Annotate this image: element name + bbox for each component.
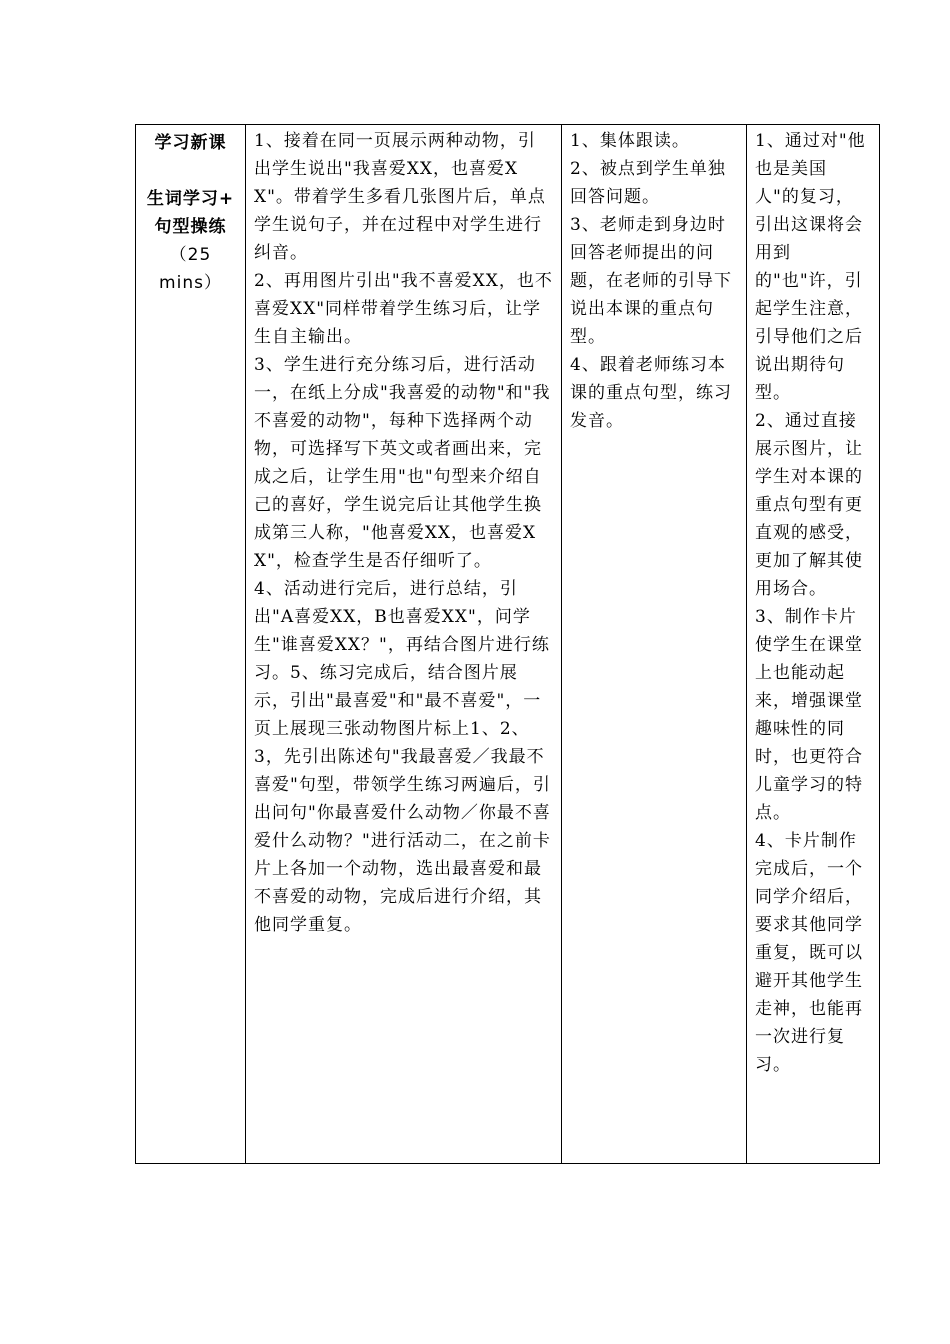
stage-time-line1: （25 xyxy=(169,245,212,265)
teacher-activity-item: 1、接着在同一页展示两种动物，引出学生说出"我喜爱XX，也喜爱XX"。带着学生多看几张图片后，单点学生说句子，并在过程中对学生进行纠音。 xyxy=(254,131,546,263)
design-purpose-item: 2、通过直接展示图片，让学生对本课的重点句型有更直观的感受，更加了解其使用场合。 xyxy=(755,411,863,599)
teacher-activity-cell xyxy=(246,125,562,1164)
lesson-plan-table xyxy=(135,124,880,1164)
student-activity-item: 4、跟着老师练习本课的重点句型，练习发音。 xyxy=(570,355,732,431)
stage-time-line2: mins） xyxy=(159,273,222,293)
stage-title: 学习新课 xyxy=(154,133,227,153)
student-activity-item: 2、被点到学生单独回答问题。 xyxy=(570,159,726,207)
stage-subtitle-line1: 生词学习+ xyxy=(146,189,235,209)
teacher-activity-item: 3、学生进行充分练习后，进行活动一，在纸上分成"我喜爱的动物"和"我不喜爱的动物"，每种下选择两个动物，可选择写下英文或者画出来，完成之后，让学生用"也"句型来介绍自己的喜好，学生说完后让其他学生换成第三人称，"他喜爱XX，也喜爱XX"，检查学生是否仔细听了。 xyxy=(254,355,551,571)
design-purpose-item: 3、制作卡片使学生在课堂上也能动起来，增强课堂趣味性的同时，也更符合儿童学习的特点。 xyxy=(755,607,863,823)
design-purpose-item: 1、通过对"他也是美国人"的复习，引出这课将会用到的"也"许，引起学生注意，引导他们之后说出期待句型。 xyxy=(755,131,866,403)
student-activity-cell xyxy=(562,125,747,1164)
design-purpose-item: 4、卡片制作完成后，一个同学介绍后，要求其他同学重复，既可以避开其他学生走神，也能再一次进行复习。 xyxy=(755,831,863,1075)
design-purpose-cell xyxy=(747,125,880,1164)
stage-subtitle-line2: 句型操练 xyxy=(154,217,227,237)
table-row xyxy=(136,125,880,1164)
stage-cell xyxy=(136,125,246,1164)
teacher-activity-item: 4、活动进行完后，进行总结，引出"A喜爱XX，B也喜爱XX"，问学生"谁喜爱XX？"，再结合图片进行练习。5、练习完成后，结合图片展示，引出"最喜爱"和"最不喜爱"，一页上展现三张动物图片标上1、2、3，先引出陈述句"我最喜爱／我最不喜爱"句型，带领学生练习两遍后，引出问句"你最喜爱什么动物／你最不喜爱什么动物？"进行活动二，在之前卡片上各加一个动物，选出最喜爱和最不喜爱的动物，完成后进行介绍，其他同学重复。 xyxy=(254,579,551,935)
teacher-activity-item: 2、再用图片引出"我不喜爱XX，也不喜爱XX"同样带着学生练习后，让学生自主输出。 xyxy=(254,271,553,347)
student-activity-item: 1、集体跟读。 xyxy=(570,131,690,151)
stage-gap xyxy=(140,157,241,185)
student-activity-item: 3、老师走到身边时回答老师提出的问题，在老师的引导下说出本课的重点句型。 xyxy=(570,215,732,347)
